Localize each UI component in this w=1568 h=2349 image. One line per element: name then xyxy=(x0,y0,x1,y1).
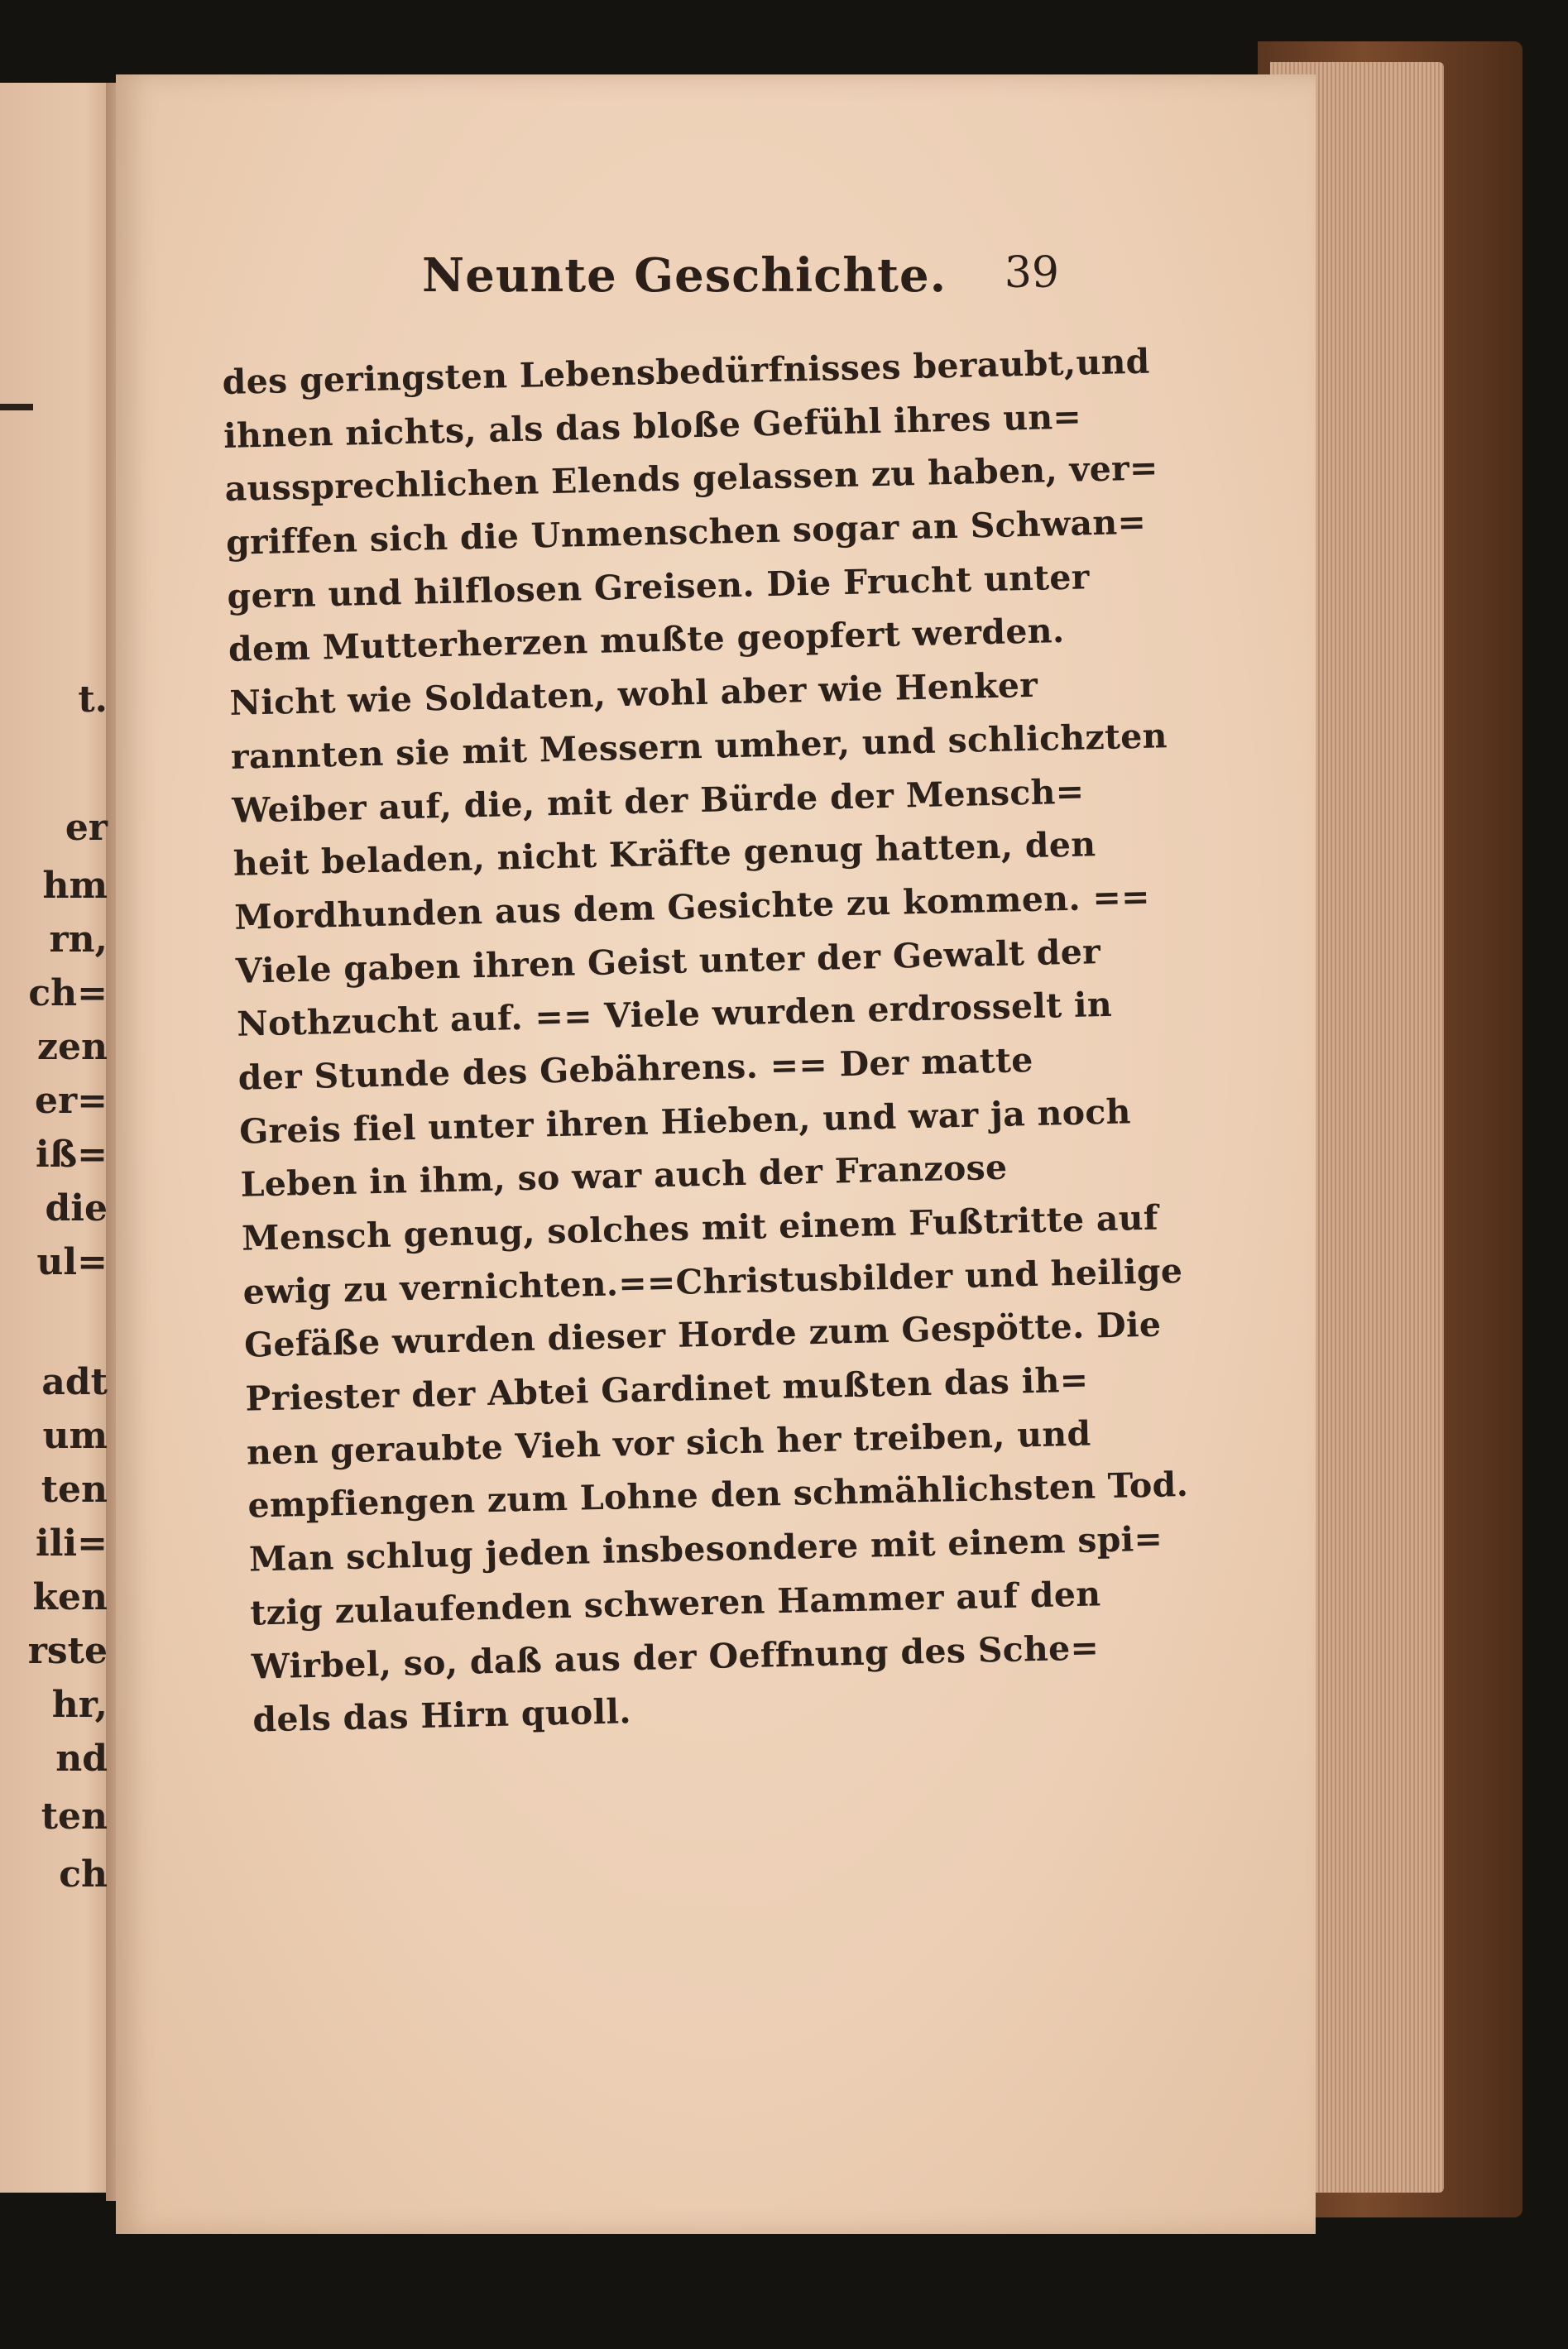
text-line: Priester der Abtei Gardinet mußten das ih= xyxy=(245,1359,1089,1419)
text-line: rannten sie mit Messern umher, und schlichzten xyxy=(230,716,1168,777)
text-line: aussprechlichen Elends gelassen zu haben, ver= xyxy=(224,448,1159,510)
left-page-fragment: die xyxy=(45,1187,108,1230)
text-line: Gefäße wurden dieser Horde zum Gespötte. Die xyxy=(243,1304,1162,1366)
left-page-fragment: ch xyxy=(59,1853,108,1896)
left-page-fragment: t. xyxy=(78,678,108,721)
text-line: Wirbel, so, daß aus der Oeffnung des Sche= xyxy=(251,1627,1100,1687)
text-line: Nicht wie Soldaten, wohl aber wie Henker xyxy=(228,664,1038,724)
text-line: Greis fiel unter ihren Hieben, und war ja noch xyxy=(238,1091,1132,1152)
left-page-fragment: nd xyxy=(55,1738,108,1780)
left-page-fragment: rn, xyxy=(49,918,108,961)
text-line: griffen sich die Unmenschen sogar an Schwan= xyxy=(225,501,1147,563)
left-page-fragment: ch= xyxy=(28,972,108,1014)
left-page-fragment: iß= xyxy=(35,1134,108,1176)
text-line: Nothzucht auf. == Viele wurden erdrosselt in xyxy=(236,985,1113,1045)
left-page-fragment: er= xyxy=(34,1080,108,1122)
body-text xyxy=(222,335,1189,1747)
rule-mark xyxy=(0,404,33,410)
left-page-fragment: adt xyxy=(41,1361,108,1403)
text-line: heit beladen, nicht Kräfte genug hatten, den xyxy=(233,824,1096,884)
running-head xyxy=(422,248,1059,323)
text-line: tzig zulaufenden schweren Hammer auf den xyxy=(249,1574,1101,1633)
left-page-fragment: ul= xyxy=(36,1241,108,1283)
text-line: gern und hilflosen Greisen. Die Frucht unter xyxy=(227,557,1091,616)
text-line: ewig zu vernichten.==Christusbilder und heilige xyxy=(242,1250,1183,1312)
text-line: Leben in ihm, so war auch der Franzose xyxy=(240,1148,1008,1206)
running-title: Neunte Geschichte. xyxy=(422,248,947,303)
left-page-fragment: ten xyxy=(41,1795,108,1838)
text-line: Man schlug jeden insbesondere mit einem spi= xyxy=(248,1518,1163,1580)
text-line: Mensch genug, solches mit einem Fußtritte auf xyxy=(241,1197,1159,1258)
text-line: empfiengen zum Lohne den schmählichsten Tod. xyxy=(247,1465,1189,1527)
left-page-fragment: zen xyxy=(37,1026,108,1068)
left-page-fragment: rste xyxy=(27,1630,108,1672)
page-number: 39 xyxy=(1004,248,1059,298)
text-line: des geringsten Lebensbedürfnisses beraubt,und xyxy=(222,341,1151,402)
left-page-fragment: ten xyxy=(41,1469,108,1511)
left-page-fragment: hr, xyxy=(51,1684,108,1726)
text-line: dem Mutterherzen mußte geopfert werden. xyxy=(228,611,1065,670)
left-page-fragment: hm xyxy=(42,865,108,907)
text-line: nen geraubte Vieh vor sich her treiben, und xyxy=(246,1413,1091,1473)
left-page-fragment: er xyxy=(65,807,108,849)
text-line: dels das Hirn quoll. xyxy=(252,1691,632,1740)
text-line: Viele gaben ihren Geist unter der Gewalt der xyxy=(235,931,1101,991)
left-page-fragment: ken xyxy=(32,1576,108,1618)
text-line: Mordhunden aus dem Gesichte zu kommen. == xyxy=(233,876,1151,937)
text-line: Weiber auf, die, mit der Bürde der Mensch= xyxy=(231,770,1085,831)
text-line: der Stunde des Gebährens. == Der matte xyxy=(237,1039,1034,1098)
left-page-fragment: ili= xyxy=(35,1522,108,1565)
text-line: ihnen nichts, als das bloße Gefühl ihres un= xyxy=(223,396,1082,456)
left-page-fragment: um xyxy=(42,1415,108,1457)
